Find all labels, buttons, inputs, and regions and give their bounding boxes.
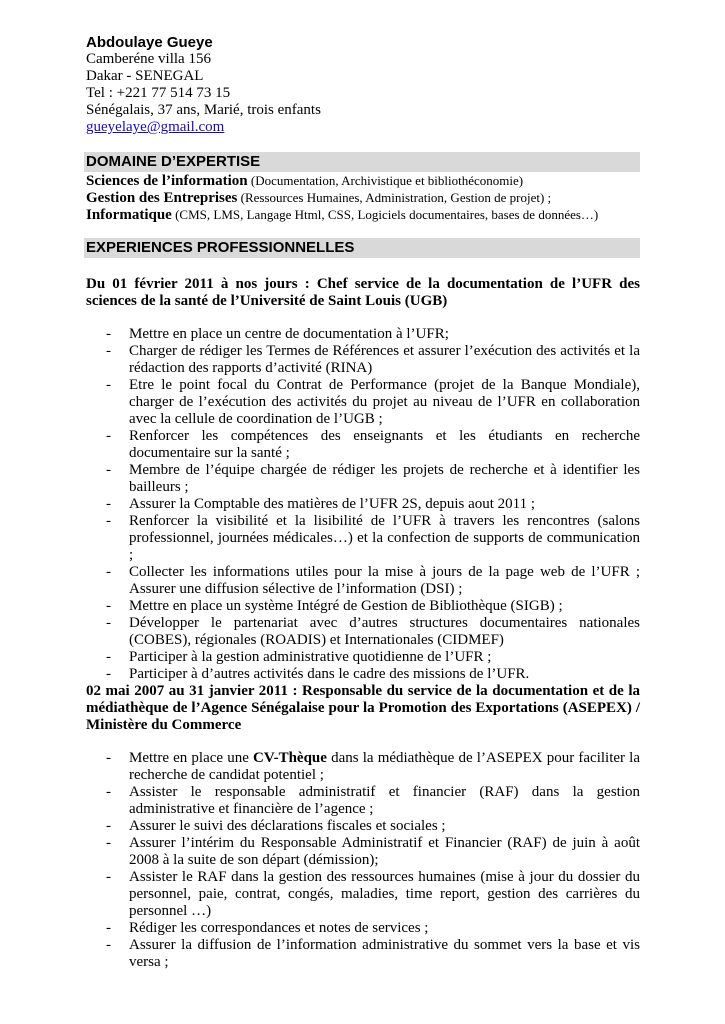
task-item <box>86 649 640 666</box>
bullet-dash: - <box>106 428 111 444</box>
task-item <box>86 428 640 462</box>
job-2-task-list <box>86 750 640 971</box>
task-item <box>86 835 640 869</box>
phone-number: Tel : +221 77 514 73 15 <box>86 85 231 101</box>
task-item <box>86 784 640 818</box>
section-experiences-heading: EXPERIENCES PROFESSIONNELLES <box>84 238 640 258</box>
bullet-dash: - <box>106 784 111 800</box>
expertise-detail: (CMS, LMS, Langage Html, CSS, Logiciels documentaires, bases de données…) <box>171 207 599 222</box>
task-item <box>86 564 640 598</box>
section-expertise-heading: DOMAINE D’EXPERTISE <box>84 152 640 172</box>
task-item <box>86 377 640 428</box>
address-line-1: Camberéne villa 156 <box>86 51 211 67</box>
task-text-bold: CV-Thèque <box>253 750 327 766</box>
bullet-dash: - <box>106 666 111 682</box>
task-item <box>86 937 640 971</box>
task-item <box>86 496 640 513</box>
task-text: Assurer la diffusion de l’information administrative du sommet vers la base et vis versa ; <box>129 937 640 970</box>
task-text: Participer à d’autres activités dans le cadre des missions de l’UFR. <box>129 666 530 682</box>
job-1-title: Du 01 février 2011 à nos jours : Chef service de la documentation de l’UFR des sciences de la santé de l’Université de Saint Louis (UGB) <box>86 276 640 309</box>
bullet-dash: - <box>106 818 111 834</box>
task-item <box>86 462 640 496</box>
expertise-detail: (Documentation, Archivistique et bibliothéconomie) <box>247 173 524 188</box>
task-item <box>86 920 640 937</box>
task-text: Collecter les informations utiles pour la mise à jours de la page web de l’UFR ; Assurer une diffusion sélective de l’information (DSI) ; <box>129 564 640 597</box>
expertise-item <box>86 172 646 190</box>
expertise-item <box>86 206 646 224</box>
candidate-name: Abdoulaye Gueye <box>86 34 213 51</box>
expertise-item <box>86 189 646 207</box>
task-text: Mettre en place un centre de documentation à l’UFR; <box>129 326 449 342</box>
bullet-dash: - <box>106 462 111 478</box>
task-text: Assister le RAF dans la gestion des ressources humaines (mise à jour du dossier du personnel, paie, contrat, congés, maladies, time report, gestion des carrières du personnel …) <box>129 869 640 919</box>
task-text: Développer le partenariat avec d’autres structures documentaires nationales (COBES), régionales (ROADIS) et Internationales (CIDMEF) <box>129 615 640 648</box>
task-text-suffix: dans la médiathèque de l’ASEPEX pour faciliter la recherche de candidat potentiel ; <box>129 750 640 783</box>
job-1-task-list <box>86 326 640 683</box>
task-text: Renforcer les compétences des enseignants et les étudiants en recherche documentaire sur la santé ; <box>129 428 640 461</box>
task-item <box>86 869 640 920</box>
email-link[interactable]: gueyelaye@gmail.com <box>86 119 225 135</box>
task-text: Assurer le suivi des déclarations fiscales et sociales ; <box>129 818 446 834</box>
task-text: Charger de rédiger les Termes de Références et assurer l’exécution des activités et la rédaction des rapports d’activité (RINA) <box>129 343 640 376</box>
expertise-detail: (Ressources Humaines, Administration, Gestion de projet) ; <box>237 190 552 205</box>
bullet-dash: - <box>106 835 111 851</box>
task-text-prefix: Mettre en place une <box>129 750 254 766</box>
task-text: Mettre en place un système Intégré de Gestion de Bibliothèque (SIGB) ; <box>129 598 563 614</box>
bullet-dash: - <box>106 326 111 342</box>
bullet-dash: - <box>106 598 111 614</box>
job-2-title: 02 mai 2007 au 31 janvier 2011 : Responsable du service de la documentation et de la médiathèque de l’Agence Sénégalaise pour la Promotion des Exportations (ASEPEX) / Ministère du Commerce <box>86 683 640 733</box>
bullet-dash: - <box>106 513 111 529</box>
bullet-dash: - <box>106 377 111 393</box>
task-item <box>86 666 640 683</box>
bullet-dash: - <box>106 564 111 580</box>
address-line-2: Dakar - SENEGAL <box>86 68 204 84</box>
bullet-dash: - <box>106 869 111 885</box>
bullet-dash: - <box>106 750 111 766</box>
task-text: Membre de l’équipe chargée de rédiger les projets de recherche et à identifier les bailleurs ; <box>129 462 640 495</box>
task-item <box>86 750 640 784</box>
task-item <box>86 818 640 835</box>
task-text: Assister le responsable administratif et financier (RAF) dans la gestion administrative et financière de l’agence ; <box>129 784 640 817</box>
expertise-label: Informatique <box>86 207 172 223</box>
task-text: Renforcer la visibilité et la lisibilité de l’UFR à travers les rencontres (salons professionnel, journées médicales…) et la confection de supports de communication ; <box>129 513 640 563</box>
bullet-dash: - <box>106 343 111 359</box>
task-item <box>86 598 640 615</box>
task-item <box>86 343 640 377</box>
task-text: Assurer la Comptable des matières de l’UFR 2S, depuis aout 2011 ; <box>129 496 536 512</box>
bullet-dash: - <box>106 920 111 936</box>
task-text: Assurer l’intérim du Responsable Administratif et Financier (RAF) de juin à août 2008 à la suite de son départ (démission); <box>129 835 640 868</box>
expertise-label: Sciences de l’information <box>86 173 248 189</box>
bullet-dash: - <box>106 937 111 953</box>
bullet-dash: - <box>106 649 111 665</box>
bullet-dash: - <box>106 615 111 631</box>
personal-info: Sénégalais, 37 ans, Marié, trois enfants <box>86 102 321 118</box>
expertise-label: Gestion des Entreprises <box>86 190 238 206</box>
bullet-dash: - <box>106 496 111 512</box>
task-item <box>86 615 640 649</box>
task-text: Rédiger les correspondances et notes de services ; <box>129 920 429 936</box>
task-item <box>86 513 640 564</box>
task-text: Participer à la gestion administrative quotidienne de l’UFR ; <box>129 649 492 665</box>
task-item <box>86 326 640 343</box>
task-text: Etre le point focal du Contrat de Performance (projet de la Banque Mondiale), charger de l’exécution des activités du projet au niveau de l’UFR en collaboration avec la cellule de coordination de l’UGB ; <box>129 377 640 427</box>
